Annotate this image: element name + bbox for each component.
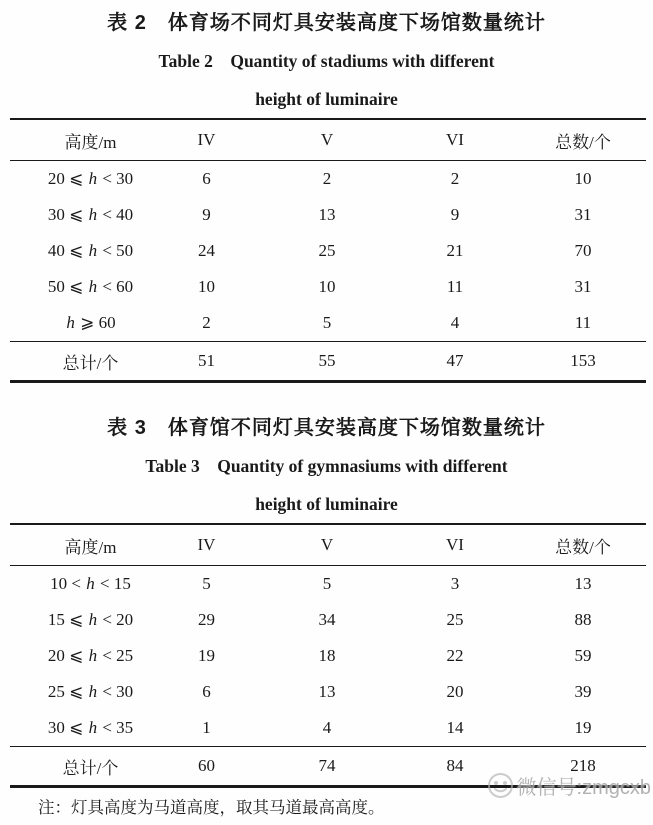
count-cell: 14 bbox=[446, 718, 464, 737]
count-cell: 5 bbox=[322, 313, 332, 332]
count-cell: 11 bbox=[446, 277, 464, 296]
table3-header-row bbox=[10, 524, 646, 566]
count-cell: 25 bbox=[446, 610, 464, 629]
table-row bbox=[10, 566, 646, 603]
col-header-height: 高度/m bbox=[10, 524, 149, 566]
variable-h: h bbox=[86, 574, 95, 593]
col-header-v: V bbox=[264, 524, 390, 566]
variable-h: h bbox=[66, 313, 75, 332]
total-value: 47 bbox=[390, 342, 520, 382]
col-header-v: V bbox=[264, 119, 390, 161]
count-cell: 9 bbox=[450, 205, 460, 224]
count-cell: 2 bbox=[450, 169, 460, 188]
count-cell: 4 bbox=[322, 718, 332, 737]
count-cell: 1 bbox=[202, 718, 211, 737]
table-row bbox=[10, 710, 646, 747]
count-cell: 5 bbox=[322, 574, 332, 593]
count-cell: 9 bbox=[202, 205, 211, 224]
table-row bbox=[10, 197, 646, 233]
variable-h: h bbox=[88, 682, 98, 701]
col-header-total: 总数/个 bbox=[520, 119, 646, 161]
variable-h: h bbox=[88, 241, 98, 260]
table-row bbox=[10, 233, 646, 269]
total-value: 218 bbox=[520, 747, 646, 787]
col-header-height: 高度/m bbox=[10, 119, 149, 161]
total-value: 84 bbox=[390, 747, 520, 787]
table2-body bbox=[10, 161, 646, 342]
footnote-text: 注：灯具高度为马道高度，取其马道最高高度。 bbox=[38, 798, 385, 817]
table2 bbox=[10, 118, 646, 383]
count-cell: 31 bbox=[574, 277, 592, 296]
col-header-vi: VI bbox=[390, 524, 520, 566]
count-cell: 29 bbox=[198, 610, 215, 629]
count-cell: 34 bbox=[318, 610, 336, 629]
count-cell: 6 bbox=[202, 169, 211, 188]
count-cell: 2 bbox=[322, 169, 332, 188]
count-cell: 39 bbox=[574, 682, 592, 701]
watermark-text: 微信号:zmgcxb bbox=[516, 777, 651, 799]
count-cell: 31 bbox=[574, 205, 592, 224]
height-range-cell: 25 ⩽ h < 30 bbox=[47, 682, 134, 701]
total-label: 总计/个 bbox=[10, 747, 149, 787]
variable-h: h bbox=[88, 610, 98, 629]
total-value: 60 bbox=[149, 747, 264, 787]
table-row bbox=[10, 269, 646, 305]
count-cell: 13 bbox=[574, 574, 592, 593]
count-cell: 6 bbox=[202, 682, 211, 701]
col-header-vi: VI bbox=[390, 119, 520, 161]
table-row bbox=[10, 674, 646, 710]
height-range-cell: 50 ⩽ h < 60 bbox=[47, 277, 134, 296]
table3 bbox=[10, 523, 646, 788]
count-cell: 4 bbox=[450, 313, 460, 332]
table2-header-row bbox=[10, 119, 646, 161]
table-row bbox=[10, 161, 646, 198]
table3-title-en: Table 3 Quantity of gymnasiums with different bbox=[145, 456, 508, 476]
table-row bbox=[10, 638, 646, 674]
count-cell: 21 bbox=[446, 241, 464, 260]
height-range-cell: 20 ⩽ h < 30 bbox=[47, 169, 134, 188]
count-cell: 70 bbox=[574, 241, 592, 260]
col-header-iv: IV bbox=[149, 524, 264, 566]
count-cell: 11 bbox=[574, 313, 592, 332]
count-cell: 3 bbox=[450, 574, 460, 593]
total-value: 153 bbox=[520, 342, 646, 382]
variable-h: h bbox=[88, 646, 98, 665]
height-range-cell: 20 ⩽ h < 25 bbox=[47, 646, 134, 665]
table3-body bbox=[10, 566, 646, 747]
variable-h: h bbox=[88, 718, 98, 737]
table2-section bbox=[0, 0, 653, 383]
height-range-cell: 40 ⩽ h < 50 bbox=[47, 241, 134, 260]
table3-title-en-line2: height of luminaire bbox=[255, 494, 398, 514]
variable-h: h bbox=[88, 205, 98, 224]
total-label: 总计/个 bbox=[10, 342, 149, 382]
table-row bbox=[10, 305, 646, 342]
table2-total-row bbox=[10, 342, 646, 382]
table3-total-row bbox=[10, 747, 646, 787]
col-header-total: 总数/个 bbox=[520, 524, 646, 566]
count-cell: 18 bbox=[318, 646, 336, 665]
count-cell: 24 bbox=[198, 241, 215, 260]
height-range-cell: 30 ⩽ h < 35 bbox=[47, 718, 134, 737]
count-cell: 2 bbox=[202, 313, 211, 332]
count-cell: 13 bbox=[318, 682, 336, 701]
height-range-cell: 30 ⩽ h < 40 bbox=[47, 205, 134, 224]
count-cell: 10 bbox=[198, 277, 215, 296]
count-cell: 19 bbox=[198, 646, 215, 665]
count-cell: 22 bbox=[446, 646, 464, 665]
table2-title-en: Table 2 Quantity of stadiums with different bbox=[158, 51, 495, 71]
total-value: 51 bbox=[149, 342, 264, 382]
count-cell: 59 bbox=[574, 646, 592, 665]
count-cell: 20 bbox=[446, 682, 464, 701]
col-header-iv: IV bbox=[149, 119, 264, 161]
table3-section bbox=[0, 409, 653, 788]
count-cell: 19 bbox=[574, 718, 592, 737]
variable-h: h bbox=[88, 277, 98, 296]
count-cell: 5 bbox=[202, 574, 211, 593]
table2-title-zh: 表 2 体育场不同灯具安装高度下场馆数量统计 bbox=[107, 12, 546, 34]
height-range-cell: 15 ⩽ h < 20 bbox=[47, 610, 134, 629]
count-cell: 25 bbox=[318, 241, 336, 260]
count-cell: 10 bbox=[574, 169, 592, 188]
table2-title-en-line2: height of luminaire bbox=[255, 89, 398, 109]
total-value: 74 bbox=[264, 747, 390, 787]
count-cell: 13 bbox=[318, 205, 336, 224]
total-value: 55 bbox=[264, 342, 390, 382]
table-footnote bbox=[0, 797, 653, 819]
table-row bbox=[10, 602, 646, 638]
height-range-cell: h ⩾ 60 bbox=[66, 313, 116, 332]
height-range-cell: 10 < h < 15 bbox=[50, 574, 131, 593]
count-cell: 10 bbox=[318, 277, 336, 296]
table3-title-zh: 表 3 体育馆不同灯具安装高度下场馆数量统计 bbox=[107, 417, 546, 439]
variable-h: h bbox=[88, 169, 98, 188]
count-cell: 88 bbox=[574, 610, 592, 629]
